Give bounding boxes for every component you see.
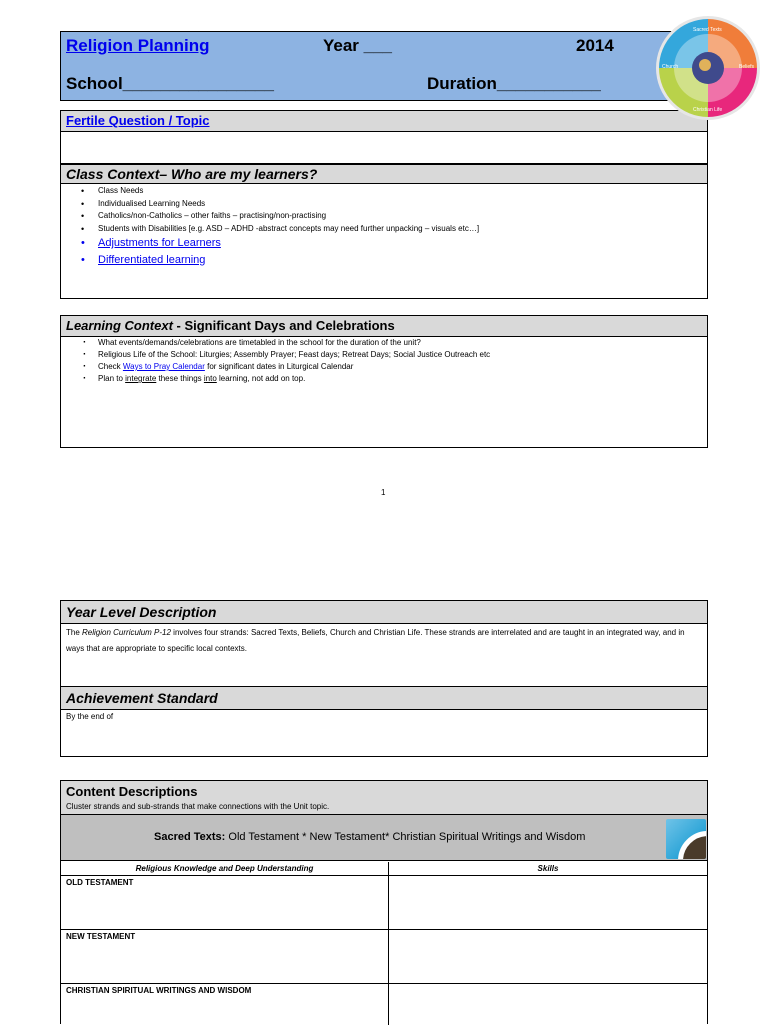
sacred-texts-thumbnail — [666, 819, 706, 859]
wheel-label-right: Beliefs — [739, 64, 755, 70]
wheel-label-bottom: Christian Life — [693, 107, 723, 113]
achievement-text: By the end of — [66, 712, 114, 721]
heading-italic: Learning Context — [66, 318, 173, 333]
list-item: • Class Needs — [61, 185, 701, 198]
list-item — [61, 373, 701, 385]
class-context-box — [60, 164, 708, 299]
fertile-question-box — [60, 110, 708, 164]
column-header-row — [61, 862, 707, 876]
content-heading: Content Descriptions — [66, 784, 198, 799]
learning-context-box — [60, 315, 708, 448]
year-level-heading: Year Level Description — [66, 604, 217, 620]
class-context-heading: Class Context– Who are my learners? — [66, 166, 318, 182]
school-label: School________________ — [66, 74, 274, 93]
differentiated-learning-link[interactable]: Differentiated learning — [98, 254, 206, 266]
text: Plan to — [98, 374, 126, 383]
achievement-box — [60, 686, 708, 757]
class-context-header — [61, 164, 707, 184]
text: learning, not add on top. — [216, 374, 306, 383]
list-item — [61, 361, 701, 373]
table-cell: NEW TESTAMENT — [61, 930, 389, 983]
table-row — [61, 984, 707, 1025]
learning-context-header — [61, 316, 707, 337]
header-box — [60, 31, 708, 101]
table-cell: CHRISTIAN SPIRITUAL WRITINGS AND WISDOM — [61, 984, 389, 1025]
text-italic: Religion Curriculum P-12 — [82, 628, 171, 637]
content-header — [61, 781, 707, 815]
fertile-question-header — [61, 111, 707, 132]
column-header-knowledge: Religious Knowledge and Deep Understanding — [61, 862, 389, 876]
heading-rest: - Significant Days and Celebrations — [172, 318, 395, 333]
learning-context-heading — [66, 318, 395, 333]
class-context-list — [61, 185, 701, 269]
table-cell: OLD TESTAMENT — [61, 876, 389, 929]
sacred-texts-banner-text — [154, 831, 585, 843]
banner-rest: Old Testament * New Testament* Christian Spiritual Writings and Wisdom — [225, 831, 586, 843]
year-level-text — [66, 625, 701, 657]
table-row — [61, 876, 707, 930]
text-underlined: integrate — [125, 374, 157, 383]
list-item: · What events/demands/celebrations are timetabled in the school for the duration of the unit? — [61, 337, 701, 349]
list-item: • Students with Disabilities [e.g. ASD – ADHD -abstract concepts may need further unpacking – visuals etc…] — [61, 223, 701, 236]
sacred-texts-banner — [61, 815, 707, 861]
ways-to-pray-link[interactable]: Ways to Pray Calendar — [122, 362, 205, 371]
text: these things — [156, 374, 204, 383]
table-row — [61, 930, 707, 984]
year-level-header — [61, 601, 707, 624]
list-item: • Individualised Learning Needs — [61, 198, 701, 211]
achievement-header — [61, 687, 707, 710]
learning-context-list — [61, 337, 701, 385]
content-box — [60, 780, 708, 1024]
page-number: 1 — [381, 488, 386, 497]
wheel-label-left: Church — [662, 64, 679, 70]
achievement-heading: Achievement Standard — [66, 690, 218, 706]
curriculum-wheel-logo — [655, 15, 761, 121]
text: Check — [98, 362, 123, 371]
fertile-question-link[interactable]: Fertile Question / Topic — [66, 113, 210, 128]
content-subheading: Cluster strands and sub-strands that make connections with the Unit topic. — [66, 802, 330, 811]
text: involves four strands: Sacred Texts, Beliefs, Church and Christian Life. These strands are interrelated and are taught in an integrated way, and in ways that are appropriate to specific local contexts. — [66, 628, 685, 653]
year-level-box — [60, 600, 708, 687]
text-underlined: into — [203, 374, 217, 383]
wheel-center-detail — [699, 59, 711, 71]
adjustments-link[interactable]: Adjustments for Learners — [98, 237, 221, 249]
list-item-link — [61, 252, 701, 269]
list-item: · Religious Life of the School: Liturgies; Assembly Prayer; Feast days; Retreat Days; Social Justice Outreach etc — [61, 349, 701, 361]
list-item: • Catholics/non-Catholics – other faiths – practising/non-practising — [61, 210, 701, 223]
thumbnail-wheel — [678, 831, 706, 859]
banner-bold: Sacred Texts: — [154, 831, 226, 843]
text: for significant dates in Liturgical Calendar — [204, 362, 354, 371]
year-value: 2014 — [576, 36, 614, 55]
list-item-link — [61, 235, 701, 252]
duration-label: Duration___________ — [427, 74, 601, 93]
column-header-skills: Skills — [537, 864, 559, 873]
wheel-label-top: Sacred Texts — [693, 27, 722, 33]
religion-planning-link[interactable]: Religion Planning — [66, 36, 210, 55]
year-label: Year ___ — [323, 36, 393, 55]
text: The — [66, 628, 83, 637]
